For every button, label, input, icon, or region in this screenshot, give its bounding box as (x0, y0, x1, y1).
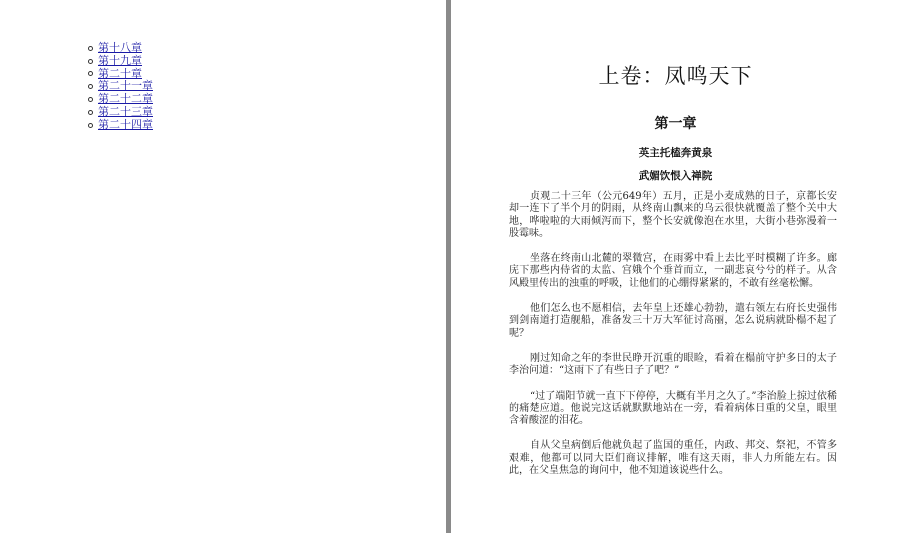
chapter-title: 第一章 (654, 116, 697, 132)
toc-link-chapter-20[interactable]: 第二十章 (98, 66, 142, 80)
paragraph: 他们怎么也不愿相信，去年皇上还雄心勃勃，遣右领左右府长史强伟到剑南道打造舰船，准备发三十万大军征讨高丽，怎么说病就卧榻不起了呢？ (509, 303, 837, 339)
toc-link-chapter-21[interactable]: 第二十一章 (98, 79, 153, 93)
paragraph: “过了端阳节就一直下下停停，大概有半月之久了。”李治脸上掠过依稀的痛楚应道。他说完这话就默默地站在一旁，看着病体日重的父皇，眼里含着酸涩的泪花。 (509, 390, 837, 427)
circle-bullet-icon (88, 110, 93, 115)
paragraph: 自从父皇病倒后他就负起了监国的重任，内政、邦交、祭祀，不管多艰难，他都可以同大臣们商议排解，唯有这天雨，非人力所能左右。因此，在父皇焦急的询问中，他不知道该说些什么。 (509, 440, 837, 477)
circle-bullet-icon (88, 46, 93, 51)
toc-link-chapter-18[interactable]: 第十八章 (98, 41, 142, 54)
book-title: 上卷：凤鸣天下 (598, 64, 753, 88)
toc-link-chapter-24[interactable]: 第二十四章 (98, 117, 153, 131)
circle-bullet-icon (88, 71, 93, 76)
toc-link-chapter-22[interactable]: 第二十二章 (98, 92, 153, 106)
content-pane (451, 0, 900, 533)
chapter-subtitle-1: 英主托榼奔黄泉 (638, 147, 713, 159)
toc-item (88, 106, 153, 119)
chapter-subtitle-2: 武媚饮恨入禅院 (638, 170, 713, 182)
toc-item (88, 42, 153, 55)
paragraph: 刚过知命之年的李世民睁开沉重的眼睑，看着在榻前守护多日的太子李治问道：“这雨下了有些日子了吧？” (509, 352, 837, 377)
toc-link-chapter-23[interactable]: 第二十三章 (98, 104, 153, 118)
toc-pane (0, 0, 446, 533)
circle-bullet-icon (88, 84, 93, 89)
paragraph: 坐落在终南山北麓的翠微宫，在雨雾中看上去比平时模糊了许多。廊庑下那些内侍省的太监、宫娥个个垂首而立，一副悲哀兮兮的样子。从含风殿里传出的浊重的呼吸，让他们的心绷得紧紧的，不敢有丝毫松懈。 (509, 253, 837, 289)
circle-bullet-icon (88, 123, 93, 128)
circle-bullet-icon (88, 59, 93, 64)
toc-list (88, 42, 153, 132)
circle-bullet-icon (88, 97, 93, 102)
toc-item (88, 55, 153, 68)
toc-item (88, 119, 153, 132)
toc-link-chapter-19[interactable]: 第十九章 (98, 53, 142, 67)
paragraph: 贞观二十三年（公元649年）五月，正是小麦成熟的日子，京都长安却一连下了半个月的阴雨，从终南山飘来的乌云很快就覆盖了整个关中大地，哗啦啦的大雨倾泻而下，整个长安就像泡在水里，大街小巷弥漫着一股霉味。 (509, 191, 837, 239)
chapter-body (509, 191, 837, 490)
